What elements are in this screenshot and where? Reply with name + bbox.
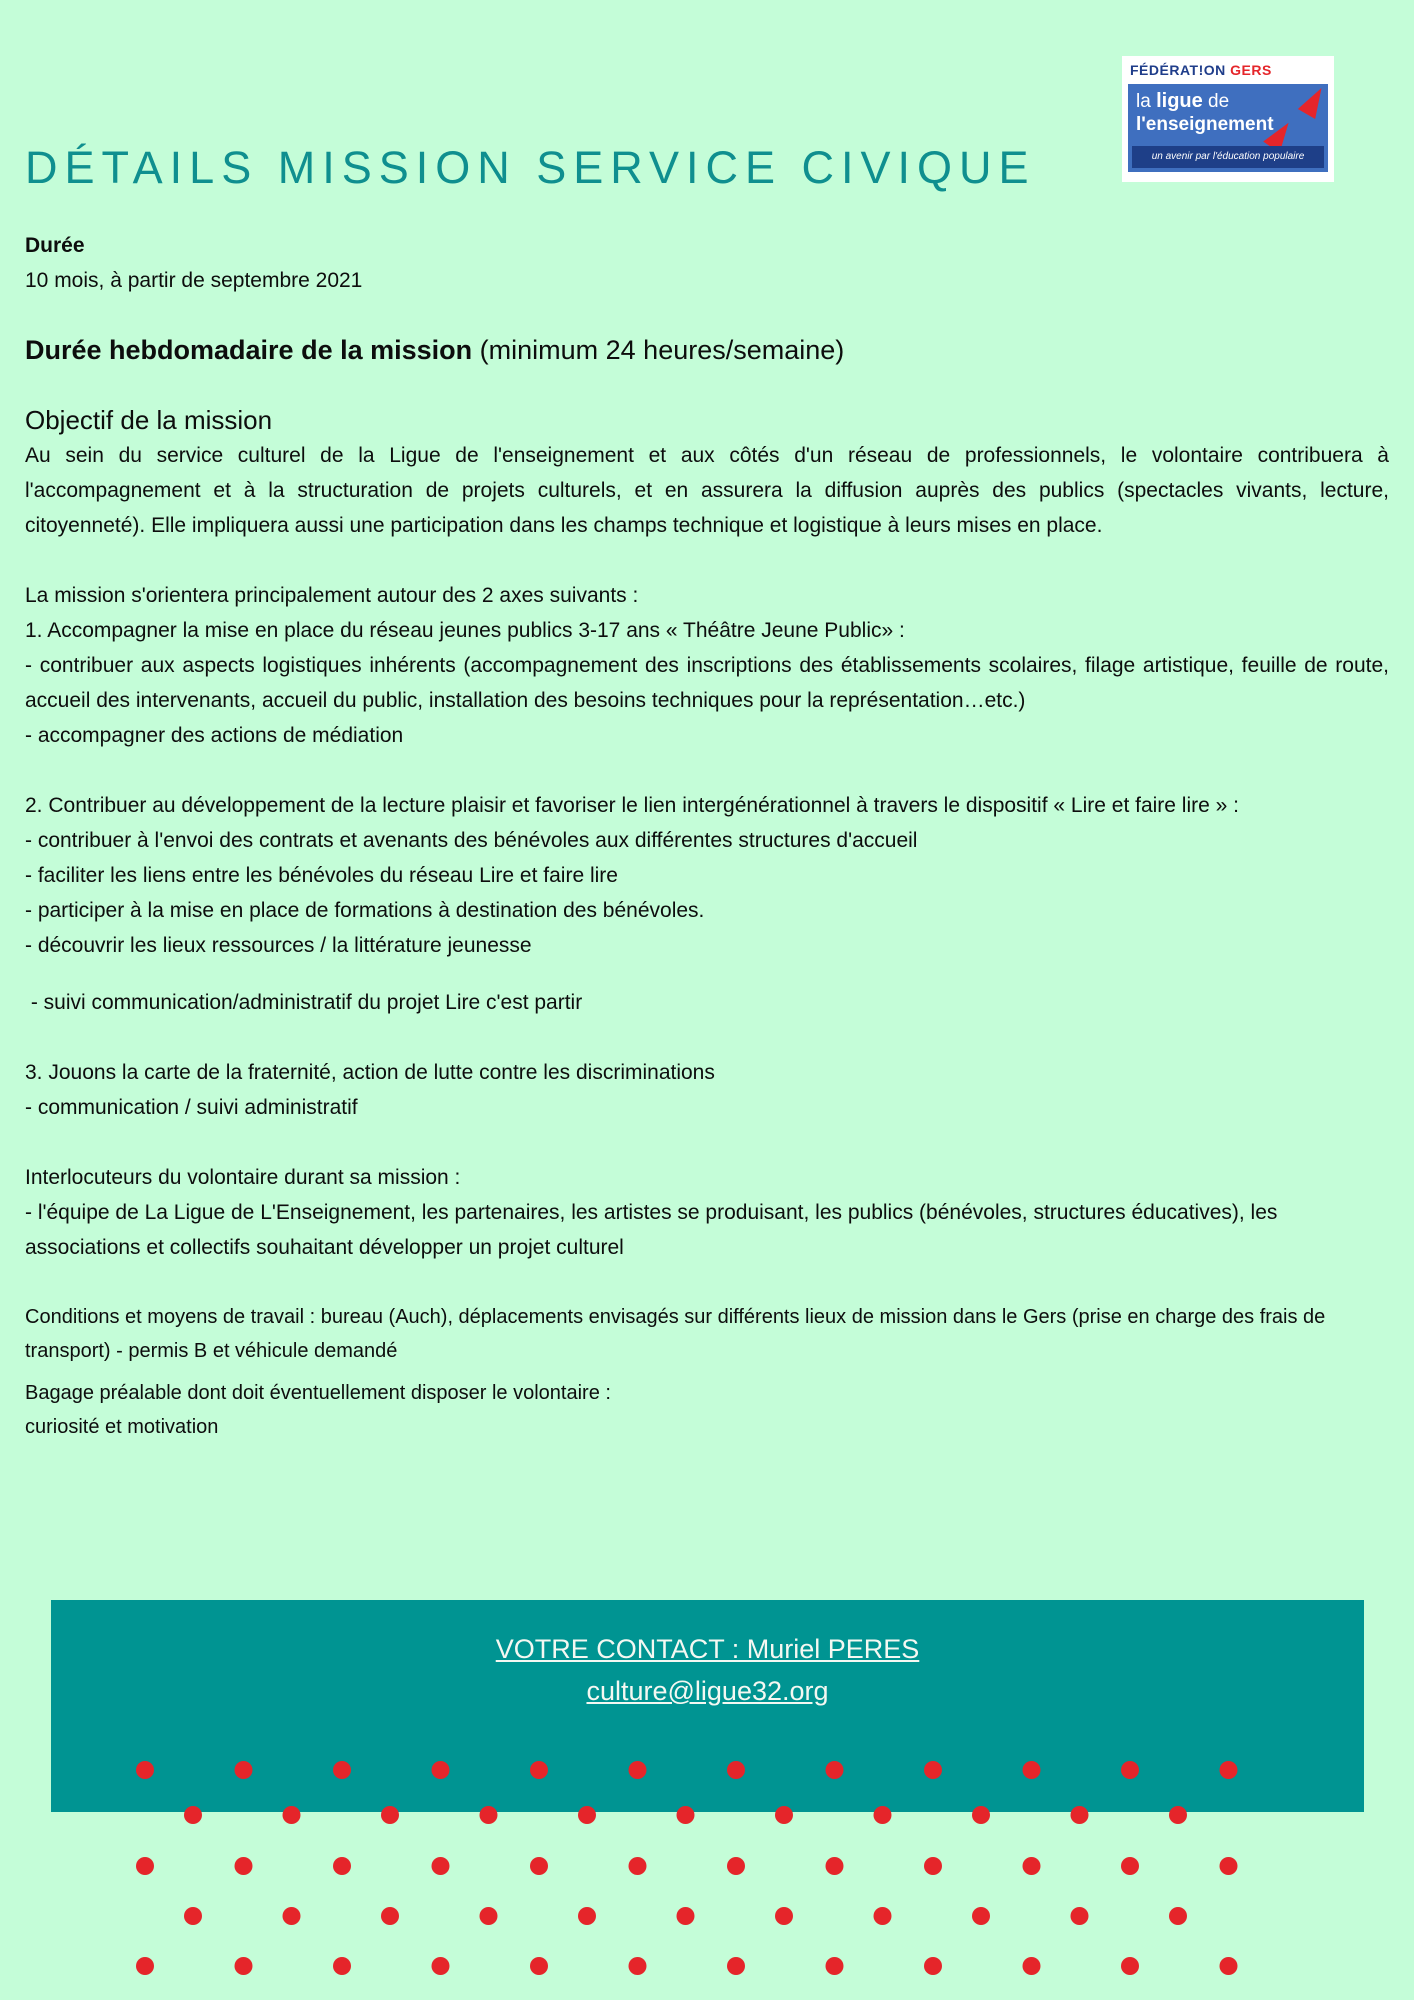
decorative-dot <box>381 1907 399 1925</box>
duree-value: 10 mois, à partir de septembre 2021 <box>25 269 363 292</box>
duree-label: Durée <box>25 234 85 257</box>
decorative-dot <box>136 1957 154 1975</box>
decorative-dot <box>1071 1907 1089 1925</box>
contact-email-link[interactable]: culture@ligue32.org <box>586 1676 829 1706</box>
decorative-dot <box>530 1857 548 1875</box>
logo-flag-icon <box>1298 83 1330 119</box>
decorative-dot <box>1121 1957 1139 1975</box>
decorative-dot <box>333 1957 351 1975</box>
decorative-dot <box>136 1857 154 1875</box>
decorative-dot <box>677 1907 695 1925</box>
axe1-item: - accompagner des actions de médiation <box>25 724 404 747</box>
contact-box <box>51 1600 1364 1812</box>
decorative-dot <box>924 1857 942 1875</box>
axe2-extra: - suivi communication/administratif du projet Lire c'est partir <box>25 991 583 1014</box>
objectif-text: Au sein du service culturel de la Ligue de l'enseignement et aux côtés d'un réseau de professionnels, le volontaire contribuera à l'accompagnement et à la structuration de projets culturels, et en assurera la diffusion auprès des publics (spectacles vivants, lecture, citoyenneté). Elle impliquera aussi une participation dans les champs technique et logistique à leurs mises en place. <box>25 444 1389 537</box>
mission-details <box>25 228 1389 1444</box>
interlocuteurs-text: - l'équipe de La Ligue de L'Enseignement, les partenaires, les artistes se produisant, les publics (bénévoles, structures éducatives), les associations et collectifs souhaitant développer un projet culturel <box>25 1201 1278 1259</box>
bagage-value: curiosité et motivation <box>25 1416 219 1438</box>
logo-line2: l'enseignement <box>1136 114 1274 135</box>
axe3-title: 3. Jouons la carte de la fraternité, action de lutte contre les discriminations <box>25 1061 715 1084</box>
decorative-dot <box>1121 1857 1139 1875</box>
axe2-item: - faciliter les liens entre les bénévoles du réseau Lire et faire lire <box>25 864 618 887</box>
decorative-dot <box>629 1857 647 1875</box>
ligue-logo <box>1122 56 1334 182</box>
conditions-text: Conditions et moyens de travail : bureau (Auch), déplacements envisagés sur différents lieux de mission dans le Gers (prise en charge des frais de transport) - permis B et véhicule demandé <box>25 1306 1326 1362</box>
logo-federation: FÉDÉRAT!ON GERS <box>1130 62 1272 78</box>
axe1-item: - contribuer aux aspects logistiques inhérents (accompagnement des inscriptions des établissements scolaires, filage artistique, feuille de route, accueil des intervenants, accueil du public, installation des besoins techniques pour la représentation…etc.) <box>25 654 1389 712</box>
decorative-dot <box>235 1957 253 1975</box>
decorative-dot <box>972 1907 990 1925</box>
hebdo-line: Durée hebdomadaire de la mission (minimum 24 heures/semaine) <box>25 335 845 365</box>
decorative-dot <box>924 1957 942 1975</box>
decorative-dot <box>333 1857 351 1875</box>
decorative-dot <box>874 1907 892 1925</box>
decorative-dot <box>1023 1857 1041 1875</box>
decorative-dot <box>629 1957 647 1975</box>
decorative-dot <box>184 1907 202 1925</box>
decorative-dot <box>578 1907 596 1925</box>
page-title: DÉTAILS MISSION SERVICE CIVIQUE <box>25 142 1036 193</box>
decorative-dot <box>530 1957 548 1975</box>
interlocuteurs-label: Interlocuteurs du volontaire durant sa mission : <box>25 1166 461 1189</box>
decorative-dot <box>1169 1907 1187 1925</box>
decorative-dot <box>727 1857 745 1875</box>
axe1-title: 1. Accompagner la mise en place du réseau jeunes publics 3-17 ans « Théâtre Jeune Public» : <box>25 619 905 642</box>
logo-tagline: un avenir par l'éducation populaire <box>1132 146 1324 168</box>
decorative-dot <box>1220 1957 1238 1975</box>
axe2-item: - découvrir les lieux ressources / la littérature jeunesse <box>25 934 532 957</box>
decorative-dot <box>775 1907 793 1925</box>
contact-link[interactable]: VOTRE CONTACT : Muriel PERES <box>495 1634 920 1664</box>
decorative-dot <box>1023 1957 1041 1975</box>
decorative-dot <box>826 1857 844 1875</box>
logo-line1: la ligue de <box>1136 90 1230 112</box>
decorative-dot <box>826 1957 844 1975</box>
decorative-dot <box>432 1957 450 1975</box>
decorative-dot <box>480 1907 498 1925</box>
axes-intro: La mission s'orientera principalement autour des 2 axes suivants : <box>25 584 639 607</box>
decorative-dot <box>432 1857 450 1875</box>
logo-box <box>1128 84 1328 172</box>
axe3-item: - communication / suivi administratif <box>25 1096 358 1119</box>
decorative-dot <box>727 1957 745 1975</box>
objectif-label: Objectif de la mission <box>25 405 273 435</box>
decorative-dot <box>1220 1857 1238 1875</box>
axe2-item: - participer à la mise en place de formations à destination des bénévoles. <box>25 899 705 922</box>
axe2-title: 2. Contribuer au développement de la lecture plaisir et favoriser le lien intergénérationnel à travers le dispositif « Lire et faire lire » : <box>25 794 1239 817</box>
decorative-dot <box>283 1907 301 1925</box>
bagage-label: Bagage préalable dont doit éventuellement disposer le volontaire : <box>25 1382 611 1404</box>
axe2-item: - contribuer à l'envoi des contrats et avenants des bénévoles aux différentes structures d'accueil <box>25 829 918 852</box>
decorative-dot <box>235 1857 253 1875</box>
